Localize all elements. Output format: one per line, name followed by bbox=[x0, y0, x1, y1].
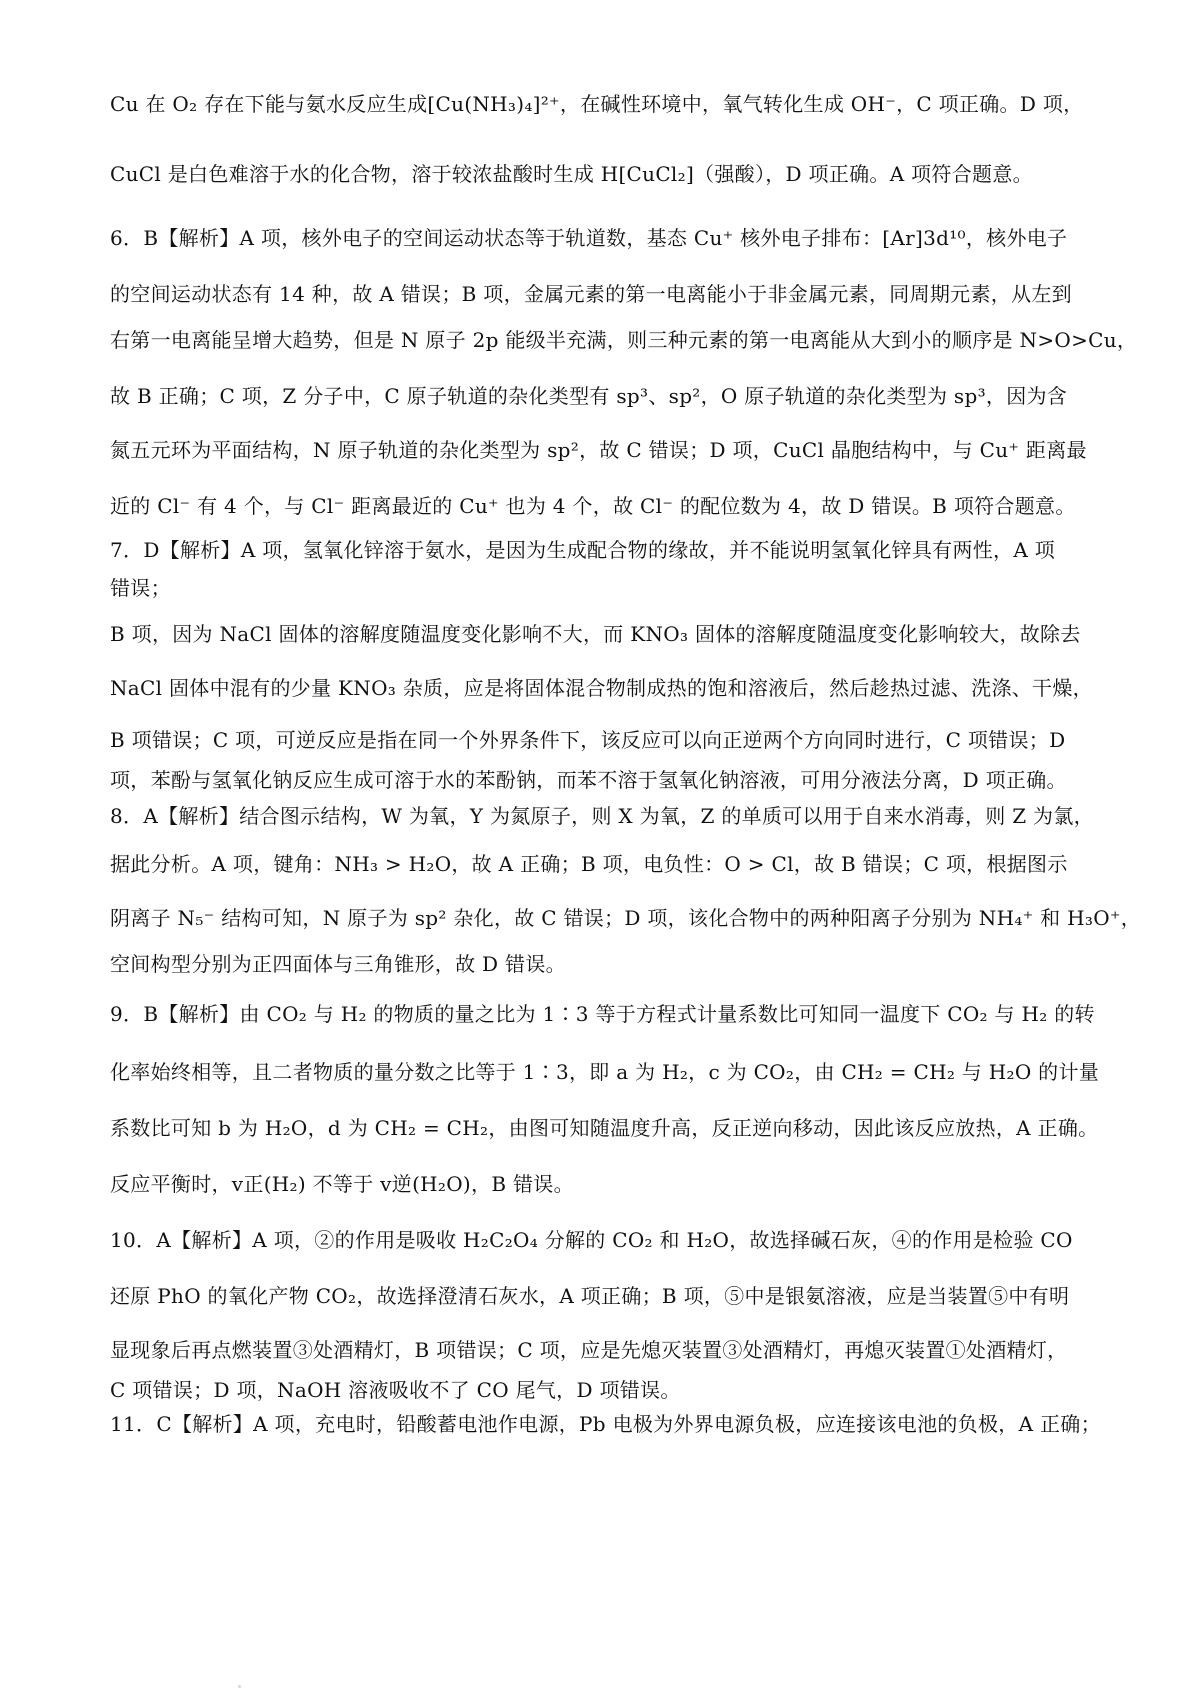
text-line: 7．D【解析】A 项，氢氧化锌溶于氨水，是因为生成配合物的缘故，并不能说明氢氧化锌具有两性，A 项 bbox=[110, 538, 1056, 562]
text-line: 11．C【解析】A 项，充电时，铅酸蓄电池作电源，Pb 电极为外界电源负极，应连接该电池的负极，A 正确； bbox=[110, 1412, 1101, 1436]
text-line: 空间构型分别为正四面体与三角锥形，故 D 错误。 bbox=[110, 952, 566, 976]
text-line: 的空间运动状态有 14 种，故 A 错误；B 项，金属元素的第一电离能小于非金属元素，同周期元素，从左到 bbox=[110, 282, 1072, 306]
text-line: 阴离子 N₅⁻ 结构可知，N 原子为 sp² 杂化，故 C 错误；D 项，该化合物中的两种阳离子分别为 NH₄⁺ 和 H₃O⁺， bbox=[110, 906, 1142, 930]
text-line: 氮五元环为平面结构，N 原子轨道的杂化类型为 sp²，故 C 错误；D 项，CuCl 晶胞结构中，与 Cu⁺ 距离最 bbox=[110, 438, 1087, 462]
text-line: CuCl 是白色难溶于水的化合物，溶于较浓盐酸时生成 H[CuCl₂]（强酸），D 项正确。A 项符合题意。 bbox=[110, 162, 1033, 186]
text-line: B 项，因为 NaCl 固体的溶解度随温度变化影响不大，而 KNO₃ 固体的溶解度随温度变化影响较大，故除去 bbox=[110, 622, 1081, 646]
text-line: 错误； bbox=[110, 576, 171, 600]
text-line: 6．B【解析】A 项，核外电子的空间运动状态等于轨道数，基态 Cu⁺ 核外电子排布：[Ar]3d¹⁰，核外电子 bbox=[110, 226, 1068, 250]
text-line: C 项错误；D 项，NaOH 溶液吸收不了 CO 尾气，D 项错误。 bbox=[110, 1378, 681, 1402]
text-line: 还原 PhO 的氧化产物 CO₂，故选择澄清石灰水，A 项正确；B 项，⑤中是银氨溶液，应是当装置⑤中有明 bbox=[110, 1284, 1070, 1308]
text-line: 近的 Cl⁻ 有 4 个，与 Cl⁻ 距离最近的 Cu⁺ 也为 4 个，故 Cl⁻ 的配位数为 4，故 D 错误。B 项符合题意。 bbox=[110, 494, 1076, 518]
page-mark bbox=[238, 1685, 241, 1688]
text-line: 据此分析。A 项，键角：NH₃ > H₂O，故 A 正确；B 项，电负性：O > Cl，故 B 错误；C 项，根据图示 bbox=[110, 852, 1068, 876]
text-line: 故 B 正确；C 项，Z 分子中，C 原子轨道的杂化类型有 sp³、sp²，O 原子轨道的杂化类型为 sp³，因为含 bbox=[110, 384, 1068, 408]
text-line: 系数比可知 b 为 H₂O，d 为 CH₂ = CH₂，由图可知随温度升高，反正逆向移动，因此该反应放热，A 正确。 bbox=[110, 1116, 1099, 1140]
text-line: 项，苯酚与氢氧化钠反应生成可溶于水的苯酚钠，而苯不溶于氢氧化钠溶液，可用分液法分离，D 项正确。 bbox=[110, 768, 1067, 792]
text-line: 9．B【解析】由 CO₂ 与 H₂ 的物质的量之比为 1∶3 等于方程式计量系数比可知同一温度下 CO₂ 与 H₂ 的转 bbox=[110, 1002, 1095, 1026]
text-line: 右第一电离能呈增大趋势，但是 N 原子 2p 能级半充满，则三种元素的第一电离能从大到小的顺序是 N>O>Cu， bbox=[110, 328, 1138, 352]
text-line: 化率始终相等，且二者物质的量分数之比等于 1∶3，即 a 为 H₂，c 为 CO₂，由 CH₂ = CH₂ 与 H₂O 的计量 bbox=[110, 1060, 1100, 1084]
text-line: 反应平衡时，v正(H₂) 不等于 v逆(H₂O)，B 错误。 bbox=[110, 1172, 574, 1196]
text-line: B 项错误；C 项，可逆反应是指在同一个外界条件下，该反应可以向正逆两个方向同时进行，C 项错误；D bbox=[110, 728, 1066, 752]
text-line: Cu 在 O₂ 存在下能与氨水反应生成[Cu(NH₃)₄]²⁺，在碱性环境中，氧气转化生成 OH⁻，C 项正确。D 项， bbox=[110, 92, 1084, 116]
text-line: 8．A【解析】结合图示结构，W 为氧，Y 为氮原子，则 X 为氧，Z 的单质可以用于自来水消毒，则 Z 为氯， bbox=[110, 804, 1094, 828]
text-line: 10．A【解析】A 项，②的作用是吸收 H₂C₂O₄ 分解的 CO₂ 和 H₂O，故选择碱石灰，④的作用是检验 CO bbox=[110, 1228, 1073, 1252]
text-line: NaCl 固体中混有的少量 KNO₃ 杂质，应是将固体混合物制成热的饱和溶液后，然后趁热过滤、洗涤、干燥， bbox=[110, 676, 1093, 700]
text-line: 显现象后再点燃装置③处酒精灯，B 项错误；C 项，应是先熄灭装置③处酒精灯，再熄灭装置①处酒精灯， bbox=[110, 1338, 1068, 1362]
